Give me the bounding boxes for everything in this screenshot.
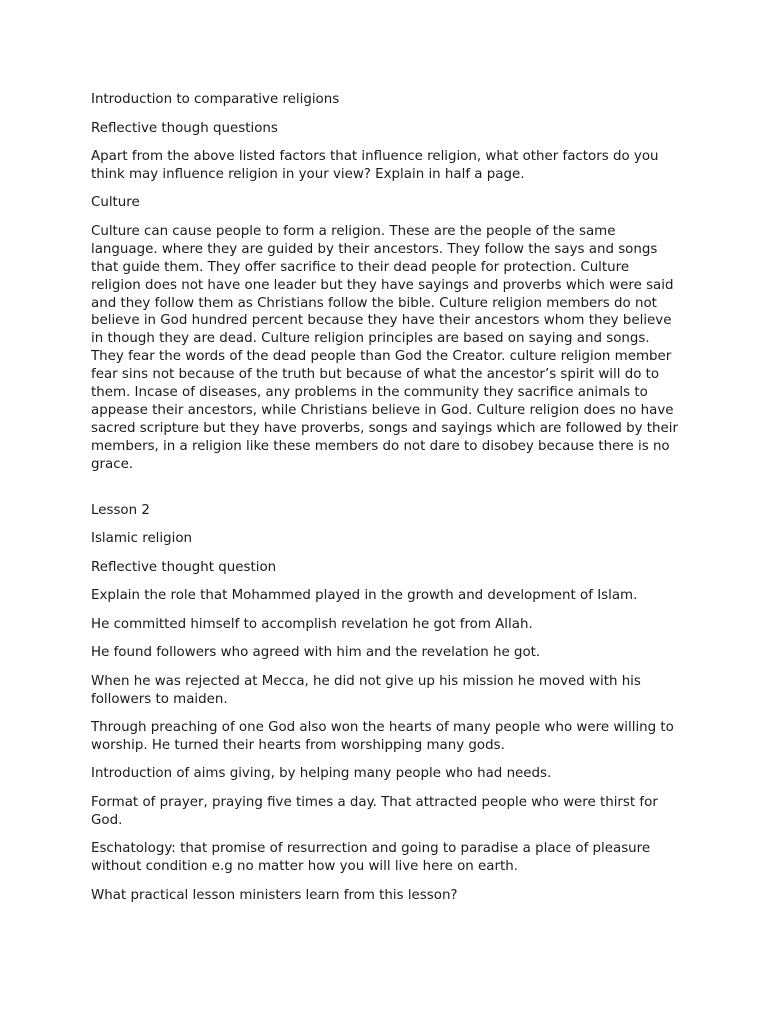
body-paragraph: Format of prayer, praying five times a day. That attracted people who were thirst for God. [91, 794, 658, 828]
question-paragraph: Apart from the above listed factors that influence religion, what other factors do you think may influence religion in your view? Explain in half a page. [91, 149, 659, 182]
body-paragraph: When he was rejected at Mecca, he did not give up his mission he moved with his followers to maiden. [91, 673, 641, 707]
body-paragraph: He found followers who agreed with him and the revelation he got. [91, 645, 541, 661]
document-title: Introduction to comparative religions [91, 92, 340, 107]
body-paragraph: Eschatology: that promise of resurrection and going to paradise a place of pleasure without condition e.g no matter how you will live here on earth. [91, 841, 651, 875]
section-heading: Islamic religion [91, 531, 193, 547]
document-body [91, 91, 681, 915]
body-paragraph: He committed himself to accomplish revelation he got from Allah. [91, 616, 533, 632]
body-paragraph: Through preaching of one God also won the hearts of many people who were willing to worship. He turned their hearts from worshipping many gods. [91, 720, 674, 753]
body-paragraph: Introduction of aims giving, by helping many people who had needs. [91, 766, 552, 782]
question-paragraph: What practical lesson ministers learn from this lesson? [91, 887, 458, 903]
section-heading: Culture [91, 195, 140, 211]
section-heading: Reflective thought question [91, 559, 277, 575]
lesson-heading: Lesson 2 [91, 502, 150, 518]
section-heading: Reflective though questions [91, 120, 278, 136]
question-paragraph: Explain the role that Mohammed played in the growth and development of Islam. [91, 588, 638, 604]
body-paragraph: Culture can cause people to form a religion. These are the people of the same language. where they are guided by their ancestors. They follow the says and songs that guide them. They offer sacrifice to their dead people for protection. Culture religion does not have one leader but they have sayings and proverbs which were said and they follow them as Christians follow the bible. Culture religion members do not believe in God hundred percent because they have their ancestors whom they believe in though they are dead. Culture religion principles are based on saying and songs. They fear the words of the dead people than God the Creator. culture religion member fear sins not because of the truth but because of what the ancestor’s spirit will do to them. Incase of diseases, any problems in the community they sacrifice animals to appease their ancestors, while Christians believe in God. Culture religion does no have sacred scripture but they have proverbs, songs and sayings which are followed by their members, in a religion like these members do not dare to disobey because there is no grace. [91, 223, 679, 472]
